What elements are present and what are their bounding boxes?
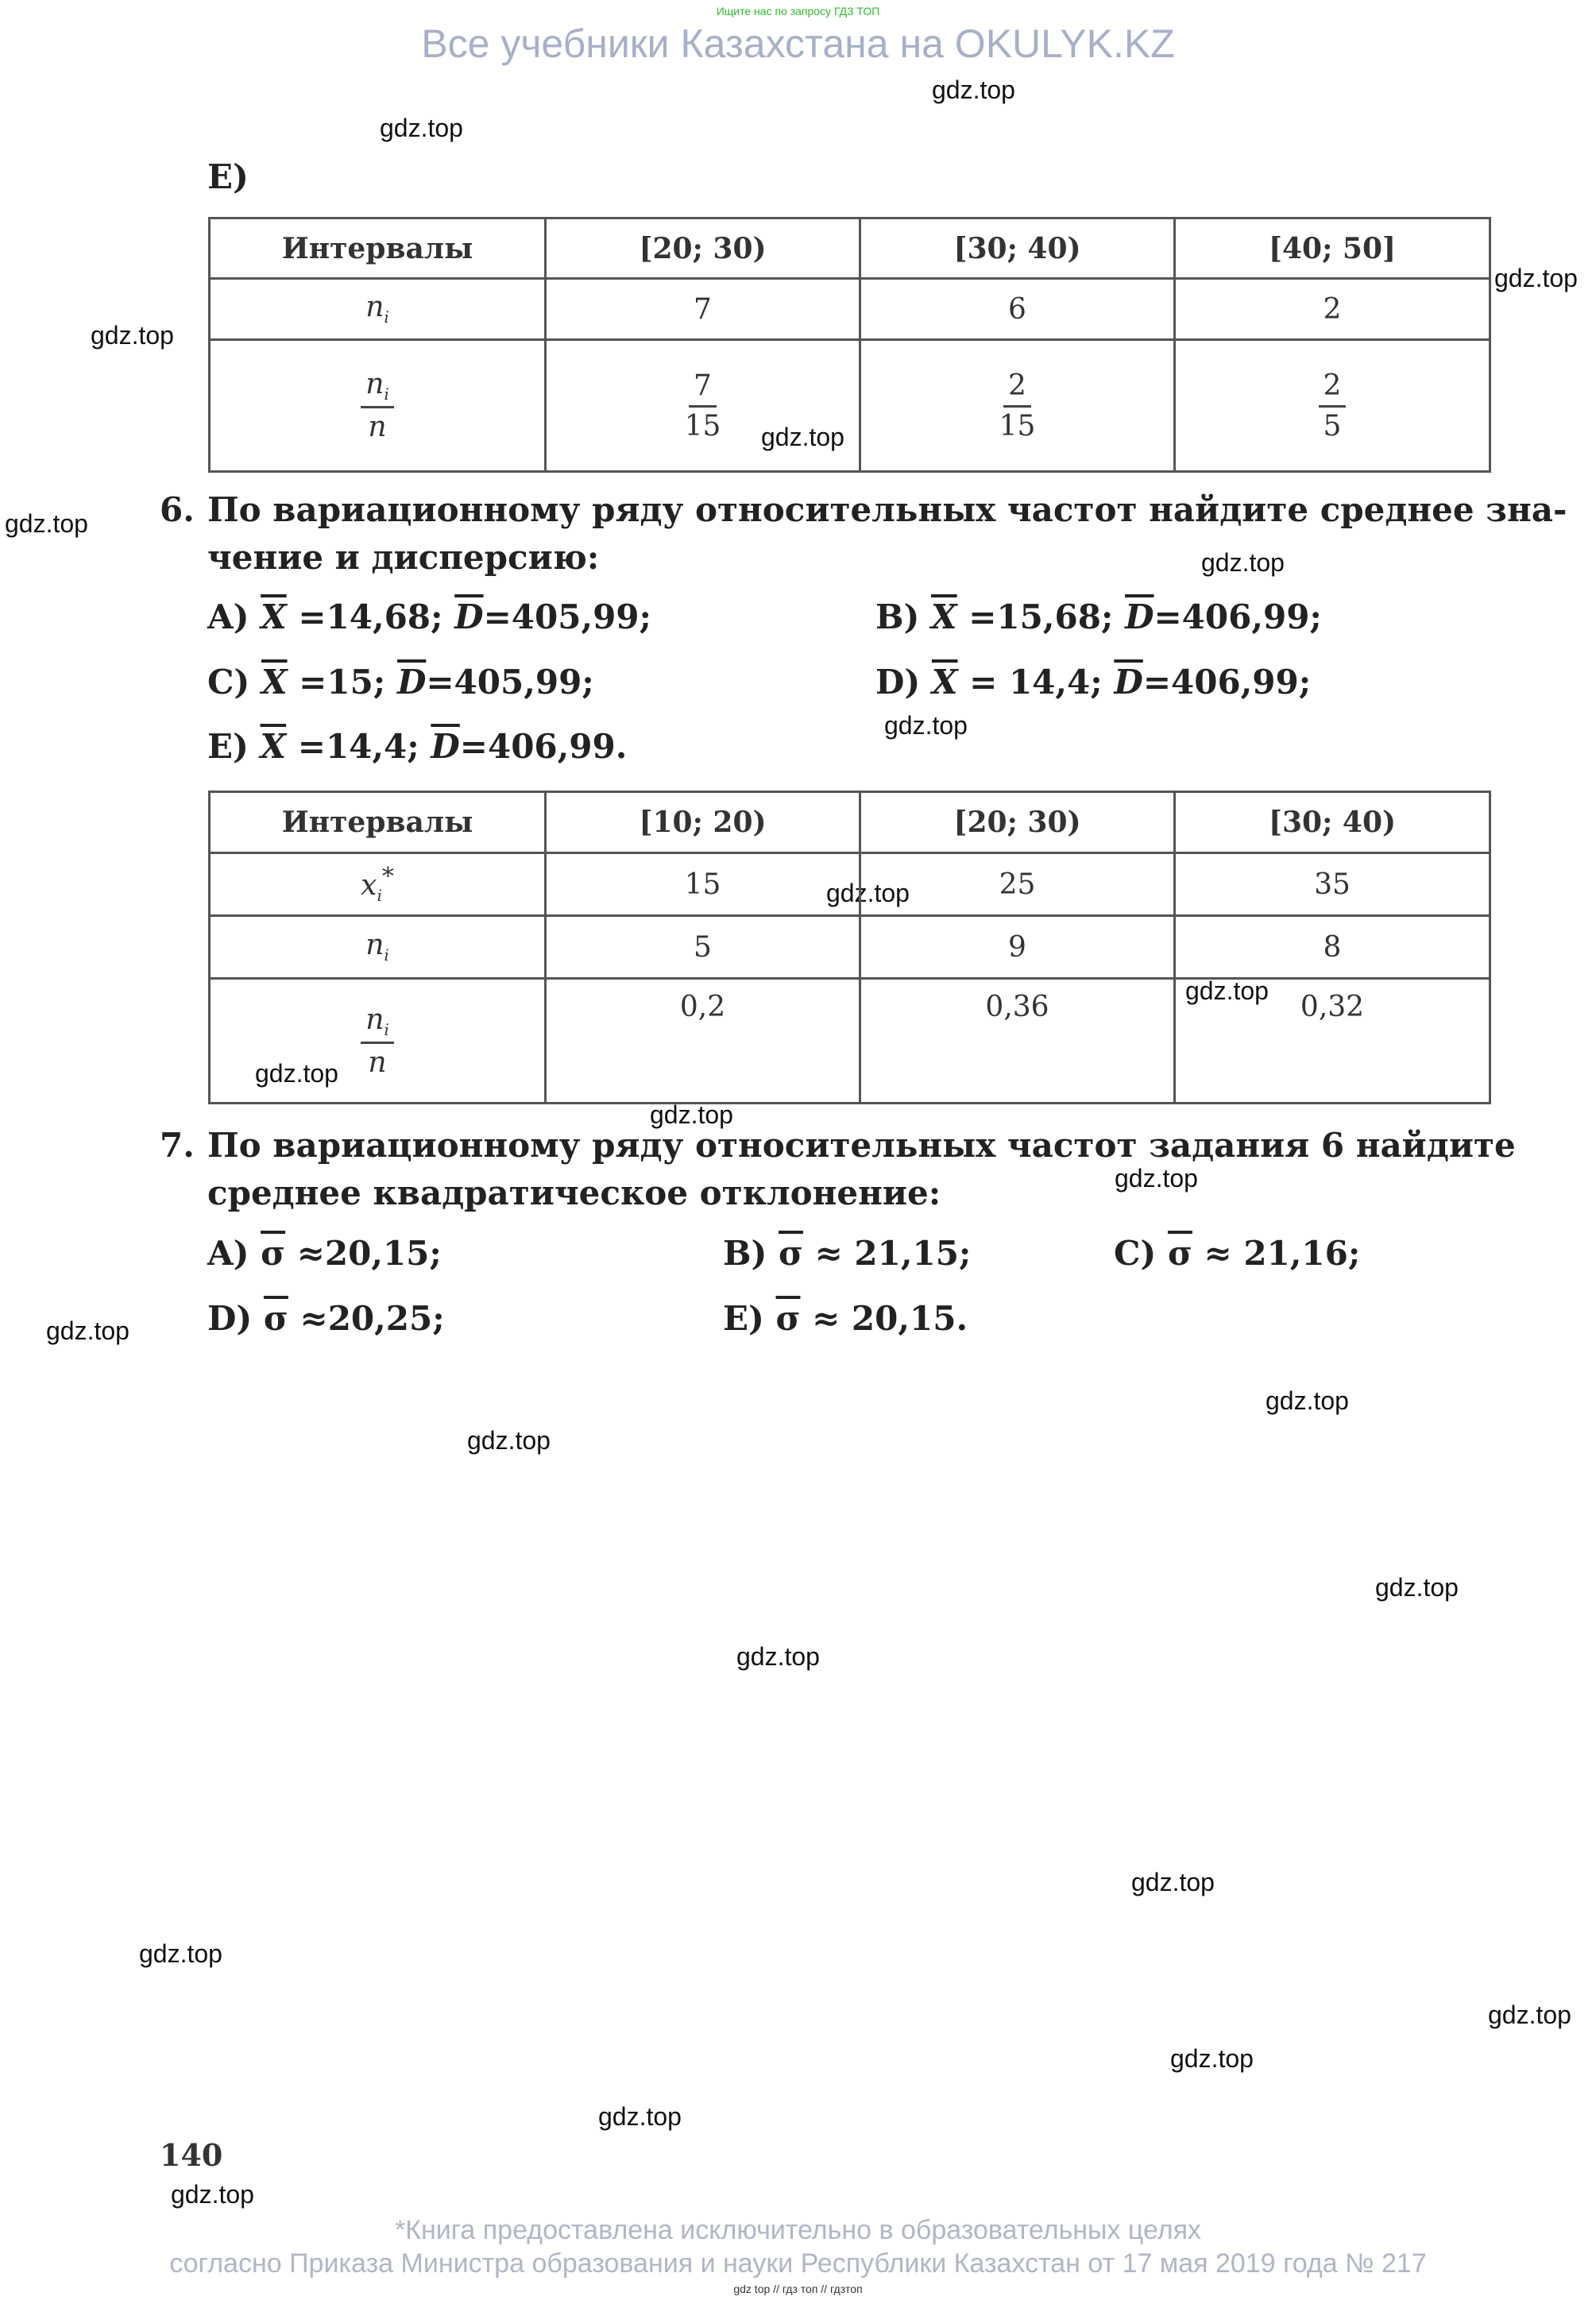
watermark: gdz.top xyxy=(932,75,1015,104)
promo-text: Ищите нас по запросу ГДЗ ТОП xyxy=(716,5,880,17)
row-label-x: $x_i^*$ xyxy=(210,853,546,916)
table-row xyxy=(210,853,1490,916)
option-e-label: E) xyxy=(207,157,249,196)
table-header-row xyxy=(210,792,1490,853)
header-cell: [30; 40) xyxy=(860,218,1175,279)
task6-option-b: B) $\overline{X} =15,68$; $\overline{D}=406,99$; xyxy=(875,597,1322,636)
header-cell: [30; 40) xyxy=(1175,792,1490,853)
watermark: gdz.top xyxy=(1185,976,1269,1005)
header-cell: Интервалы xyxy=(210,792,546,853)
task-7-text xyxy=(160,1122,1516,1225)
table-cell: 15 xyxy=(546,853,860,916)
task6-option-d: D) $\overline{X} = 14,4$; $\overline{D}=406,99$; xyxy=(875,663,1312,702)
task7-option-b: B) $\overline{\sigma} \approx 21,15$; xyxy=(723,1234,972,1273)
watermark: gdz.top xyxy=(467,1426,551,1455)
row-label-n: $n_i$ xyxy=(210,279,546,340)
watermark: gdz.top xyxy=(1170,2044,1254,2073)
table-cell: 6 xyxy=(860,279,1175,340)
watermark: gdz.top xyxy=(5,509,88,538)
task6-option-c: C) $\overline{X} =15$; $\overline{D}=405,99$; xyxy=(207,663,594,702)
watermark: gdz.top xyxy=(1375,1573,1459,1602)
watermark: gdz.top xyxy=(139,1939,222,1968)
watermark: gdz.top xyxy=(1266,1386,1349,1415)
watermark: gdz.top xyxy=(91,321,174,350)
table-cell: 7 xyxy=(546,279,860,340)
watermark: gdz.top xyxy=(255,1059,338,1088)
header-cell: Интервалы xyxy=(210,218,546,279)
task7-option-d: D) $\overline{\sigma} \approx 20,25$; xyxy=(207,1299,445,1338)
table-cell: 8 xyxy=(1175,916,1490,979)
table-cell: 2 xyxy=(1175,279,1490,340)
table-row xyxy=(210,279,1490,340)
header-cell: [20; 30) xyxy=(860,792,1175,853)
watermark: gdz.top xyxy=(171,2180,254,2209)
watermark: gdz.top xyxy=(1131,1868,1215,1896)
page-number: 140 xyxy=(160,2137,223,2173)
prev-task-table xyxy=(208,217,1491,473)
task-number: 7. xyxy=(160,1126,195,1165)
watermark: gdz.top xyxy=(1488,2001,1571,2029)
task6-option-e: E) $\overline{X} =14,4$; $\overline{D}=406,99$. xyxy=(207,727,628,766)
table-cell: 0,2 xyxy=(546,979,860,1104)
table-cell-fraction: $\frac{2}{5}$ xyxy=(1175,340,1490,472)
watermark: gdz.top xyxy=(598,2102,682,2131)
table-cell-fraction: $\frac{7}{15}$ xyxy=(546,340,860,472)
task-line: По вариационному ряду относительных частот задания 6 найдите xyxy=(207,1126,1516,1165)
footer-links[interactable]: gdz top // гдз топ // гдзтоп xyxy=(733,2283,863,2295)
row-label-relative: $\frac{n_i}{n}$ xyxy=(210,340,546,472)
watermark: gdz.top xyxy=(884,711,968,740)
task7-option-e: E) $\overline{\sigma} \approx 20,15$. xyxy=(723,1299,968,1338)
table-row xyxy=(210,916,1490,979)
task-6-text xyxy=(160,486,1567,590)
table-cell: 0,32 xyxy=(1175,979,1490,1104)
table-cell: 0,36 xyxy=(860,979,1175,1104)
table-header-row xyxy=(210,218,1490,279)
table-cell-fraction: $\frac{2}{15}$ xyxy=(860,340,1175,472)
task-number: 6. xyxy=(160,490,195,529)
table-cell: 25 xyxy=(860,853,1175,916)
task-line: чение и дисперсию: xyxy=(207,538,600,577)
table-cell: 5 xyxy=(546,916,860,979)
watermark: gdz.top xyxy=(1201,548,1285,577)
watermark: gdz.top xyxy=(46,1316,129,1345)
watermark: gdz.top xyxy=(761,423,844,451)
watermark: gdz.top xyxy=(736,1642,820,1671)
watermark: gdz.top xyxy=(1115,1164,1198,1193)
header-cell: [40; 50] xyxy=(1175,218,1490,279)
table-cell: 9 xyxy=(860,916,1175,979)
task6-option-a: A) $\overline{X} =14,68$; $\overline{D}=405,99$; xyxy=(207,597,652,636)
task7-option-c: C) $\overline{\sigma} \approx 21,16$; xyxy=(1114,1234,1361,1273)
header-cell: [10; 20) xyxy=(546,792,860,853)
task6-table xyxy=(208,791,1491,1104)
task-line: среднее квадратическое отклонение: xyxy=(207,1173,941,1212)
footer-disclaimer-line1: *Книга предоставлена исключительно в образовательных целях xyxy=(394,2215,1202,2245)
table-cell: 35 xyxy=(1175,853,1490,916)
task-line: По вариационному ряду относительных частот найдите среднее зна- xyxy=(207,490,1567,529)
task7-option-a: A) $\overline{\sigma} \approx 20,15$; xyxy=(207,1234,442,1273)
watermark: gdz.top xyxy=(650,1100,733,1129)
row-label-relative: $\frac{n_i}{n}$ xyxy=(210,979,546,1104)
watermark: gdz.top xyxy=(380,114,463,142)
table-row xyxy=(210,340,1490,472)
row-label-n: $n_i$ xyxy=(210,916,546,979)
table-row xyxy=(210,979,1490,1104)
footer-disclaimer-line2: согласно Приказа Министра образования и науки Республики Казахстан от 17 мая 2019 года № 217 xyxy=(169,2248,1427,2279)
site-title[interactable]: Все учебники Казахстана на OKULYK.KZ xyxy=(421,21,1175,66)
watermark: gdz.top xyxy=(1494,264,1578,292)
watermark: gdz.top xyxy=(826,879,910,907)
header-cell: [20; 30) xyxy=(546,218,860,279)
